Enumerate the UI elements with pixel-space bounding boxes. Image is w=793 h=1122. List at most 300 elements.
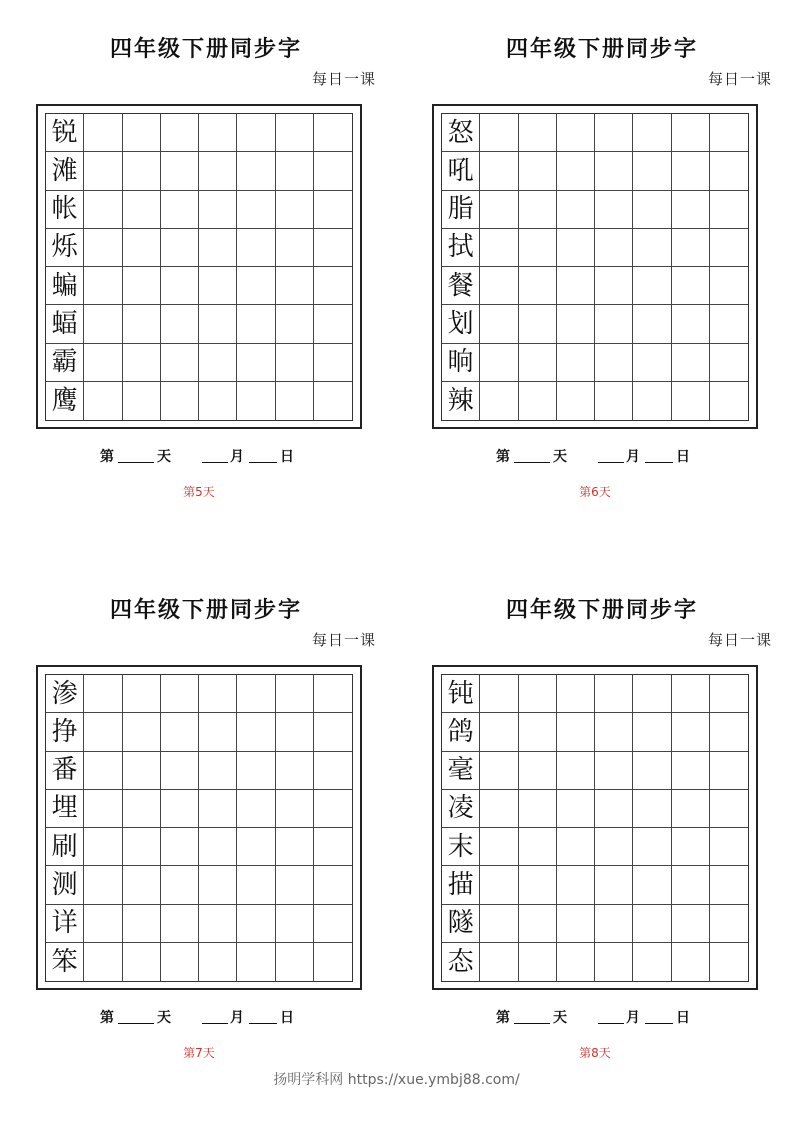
- practice-cell[interactable]: [199, 152, 237, 190]
- practice-cell[interactable]: [633, 382, 671, 420]
- practice-cell[interactable]: [199, 943, 237, 981]
- model-character: 烁: [51, 232, 78, 263]
- practice-cell[interactable]: [237, 305, 275, 343]
- practice-cell[interactable]: [672, 675, 710, 713]
- model-character: 挣: [51, 716, 78, 747]
- practice-cell[interactable]: [237, 752, 275, 790]
- practice-cell[interactable]: [237, 344, 275, 382]
- date-label-ri: 日: [676, 449, 690, 465]
- model-character: 描: [447, 869, 474, 900]
- practice-cell[interactable]: [237, 382, 275, 420]
- practice-cell[interactable]: [672, 943, 710, 981]
- practice-grid-frame: [432, 665, 758, 990]
- practice-cell[interactable]: [672, 152, 710, 190]
- practice-cell[interactable]: [557, 752, 595, 790]
- practice-cell[interactable]: [123, 152, 161, 190]
- practice-cell[interactable]: [595, 114, 633, 152]
- practice-cell[interactable]: [672, 305, 710, 343]
- practice-cell[interactable]: [314, 267, 352, 305]
- practice-cell[interactable]: [276, 905, 314, 943]
- practice-cell[interactable]: [237, 152, 275, 190]
- practice-cell[interactable]: [123, 675, 161, 713]
- practice-cell[interactable]: [595, 713, 633, 751]
- date-label-tian: 天: [553, 449, 567, 465]
- practice-cell[interactable]: [314, 752, 352, 790]
- practice-grid: [45, 113, 353, 421]
- practice-cell[interactable]: [633, 675, 671, 713]
- practice-cell[interactable]: [519, 866, 557, 904]
- practice-cell[interactable]: [672, 828, 710, 866]
- practice-cell[interactable]: [710, 191, 748, 229]
- practice-cell[interactable]: [710, 905, 748, 943]
- practice-cell[interactable]: [557, 790, 595, 828]
- model-character: 划: [447, 308, 474, 339]
- practice-cell[interactable]: [595, 305, 633, 343]
- practice-cell[interactable]: [161, 305, 199, 343]
- practice-cell[interactable]: [710, 114, 748, 152]
- practice-cell[interactable]: [314, 229, 352, 267]
- month-blank[interactable]: [202, 448, 228, 463]
- practice-cell[interactable]: [519, 790, 557, 828]
- practice-cell[interactable]: [84, 229, 122, 267]
- practice-cell[interactable]: [237, 790, 275, 828]
- model-character: 锐: [51, 117, 78, 148]
- day-number-blank[interactable]: [514, 1009, 550, 1024]
- panel-2: [432, 36, 772, 506]
- practice-cell[interactable]: [84, 305, 122, 343]
- model-character: 刷: [51, 831, 78, 862]
- practice-cell[interactable]: [199, 344, 237, 382]
- practice-cell[interactable]: [161, 790, 199, 828]
- date-line: [36, 448, 362, 468]
- practice-cell[interactable]: [161, 675, 199, 713]
- practice-cell[interactable]: [84, 344, 122, 382]
- practice-cell[interactable]: [84, 752, 122, 790]
- practice-cell[interactable]: [276, 267, 314, 305]
- practice-cell[interactable]: [84, 382, 122, 420]
- practice-cell[interactable]: [595, 267, 633, 305]
- practice-cell[interactable]: [633, 790, 671, 828]
- practice-cell[interactable]: [557, 114, 595, 152]
- practice-cell[interactable]: [199, 828, 237, 866]
- date-label-yue: 月: [626, 1010, 640, 1026]
- practice-cell[interactable]: [672, 191, 710, 229]
- practice-cell[interactable]: [314, 943, 352, 981]
- practice-cell[interactable]: [123, 866, 161, 904]
- practice-cell[interactable]: [123, 382, 161, 420]
- day-number-label: 第6天: [579, 485, 611, 499]
- practice-cell[interactable]: [519, 905, 557, 943]
- practice-cell[interactable]: [480, 675, 518, 713]
- model-character: 滩: [51, 155, 78, 186]
- practice-cell[interactable]: [557, 866, 595, 904]
- practice-grid-frame: [36, 665, 362, 990]
- practice-cell[interactable]: [276, 828, 314, 866]
- date-label-ri: 日: [280, 1010, 294, 1026]
- practice-cell[interactable]: [161, 382, 199, 420]
- practice-cell[interactable]: [276, 382, 314, 420]
- practice-cell[interactable]: [633, 828, 671, 866]
- month-blank[interactable]: [202, 1009, 228, 1024]
- practice-cell[interactable]: [480, 382, 518, 420]
- practice-cell[interactable]: [161, 866, 199, 904]
- practice-cell[interactable]: [84, 191, 122, 229]
- practice-cell[interactable]: [84, 114, 122, 152]
- model-character-cell: [46, 828, 84, 866]
- practice-cell[interactable]: [480, 191, 518, 229]
- model-character-cell: [46, 267, 84, 305]
- practice-cell[interactable]: [480, 752, 518, 790]
- practice-cell[interactable]: [595, 382, 633, 420]
- practice-cell[interactable]: [519, 191, 557, 229]
- practice-cell[interactable]: [237, 828, 275, 866]
- model-character: 拭: [447, 232, 474, 263]
- practice-cell[interactable]: [237, 267, 275, 305]
- model-character-cell: [46, 305, 84, 343]
- model-character: 辣: [447, 385, 474, 416]
- practice-cell[interactable]: [161, 152, 199, 190]
- practice-cell[interactable]: [237, 866, 275, 904]
- practice-cell[interactable]: [123, 790, 161, 828]
- model-character: 凌: [447, 793, 474, 824]
- practice-cell[interactable]: [595, 790, 633, 828]
- practice-cell[interactable]: [199, 114, 237, 152]
- date-label-tian: 天: [157, 1010, 171, 1026]
- practice-cell[interactable]: [519, 267, 557, 305]
- practice-cell[interactable]: [276, 114, 314, 152]
- practice-cell[interactable]: [314, 905, 352, 943]
- practice-cell[interactable]: [633, 943, 671, 981]
- practice-cell[interactable]: [595, 866, 633, 904]
- practice-cell[interactable]: [161, 943, 199, 981]
- month-blank[interactable]: [598, 448, 624, 463]
- practice-cell[interactable]: [123, 943, 161, 981]
- practice-cell[interactable]: [672, 752, 710, 790]
- practice-cell[interactable]: [710, 866, 748, 904]
- practice-cell[interactable]: [276, 752, 314, 790]
- practice-cell[interactable]: [672, 713, 710, 751]
- model-character-cell: [46, 866, 84, 904]
- practice-cell[interactable]: [710, 344, 748, 382]
- practice-cell[interactable]: [84, 152, 122, 190]
- day-number-label: 第5天: [183, 485, 215, 499]
- practice-cell[interactable]: [595, 229, 633, 267]
- model-character-cell: [442, 229, 480, 267]
- practice-cell[interactable]: [237, 229, 275, 267]
- date-blank[interactable]: [645, 1009, 673, 1024]
- practice-cell[interactable]: [237, 675, 275, 713]
- practice-cell[interactable]: [633, 191, 671, 229]
- practice-cell[interactable]: [633, 114, 671, 152]
- practice-cell[interactable]: [633, 713, 671, 751]
- practice-cell[interactable]: [314, 828, 352, 866]
- practice-cell[interactable]: [557, 191, 595, 229]
- practice-cell[interactable]: [633, 267, 671, 305]
- model-character-cell: [442, 267, 480, 305]
- practice-cell[interactable]: [161, 114, 199, 152]
- day-number-label: 第8天: [579, 1046, 611, 1060]
- practice-grid: [441, 113, 749, 421]
- practice-cell[interactable]: [672, 229, 710, 267]
- practice-cell[interactable]: [595, 152, 633, 190]
- practice-cell[interactable]: [480, 114, 518, 152]
- date-label-ri: 日: [676, 1010, 690, 1026]
- practice-cell[interactable]: [710, 229, 748, 267]
- model-character: 测: [51, 869, 78, 900]
- practice-cell[interactable]: [557, 905, 595, 943]
- practice-cell[interactable]: [314, 713, 352, 751]
- practice-cell[interactable]: [314, 675, 352, 713]
- practice-cell[interactable]: [633, 305, 671, 343]
- practice-cell[interactable]: [633, 866, 671, 904]
- practice-cell[interactable]: [557, 305, 595, 343]
- practice-cell[interactable]: [161, 344, 199, 382]
- practice-cell[interactable]: [123, 114, 161, 152]
- practice-cell[interactable]: [199, 752, 237, 790]
- practice-cell[interactable]: [161, 713, 199, 751]
- worksheet-subtitle: 每日一课: [707, 631, 772, 649]
- practice-cell[interactable]: [161, 752, 199, 790]
- practice-cell[interactable]: [161, 229, 199, 267]
- model-character-cell: [46, 114, 84, 152]
- practice-cell[interactable]: [557, 267, 595, 305]
- practice-cell[interactable]: [710, 675, 748, 713]
- practice-cell[interactable]: [519, 152, 557, 190]
- day-number-label: 第7天: [183, 1046, 215, 1060]
- date-label-tian: 天: [553, 1010, 567, 1026]
- practice-cell[interactable]: [672, 344, 710, 382]
- practice-cell[interactable]: [84, 675, 122, 713]
- model-character-cell: [442, 828, 480, 866]
- day-number-blank[interactable]: [118, 448, 154, 463]
- practice-cell[interactable]: [84, 267, 122, 305]
- practice-cell[interactable]: [633, 152, 671, 190]
- model-character-cell: [442, 752, 480, 790]
- date-line: [432, 1009, 758, 1029]
- model-character-cell: [442, 152, 480, 190]
- date-label-di: 第: [100, 449, 114, 465]
- worksheet-title: 四年级下册同步字: [505, 597, 698, 623]
- practice-cell[interactable]: [710, 752, 748, 790]
- practice-cell[interactable]: [480, 943, 518, 981]
- practice-cell[interactable]: [557, 828, 595, 866]
- practice-cell[interactable]: [199, 305, 237, 343]
- practice-cell[interactable]: [710, 267, 748, 305]
- practice-cell[interactable]: [199, 713, 237, 751]
- practice-cell[interactable]: [84, 866, 122, 904]
- practice-cell[interactable]: [314, 114, 352, 152]
- practice-cell[interactable]: [480, 866, 518, 904]
- practice-grid-frame: [36, 104, 362, 429]
- practice-cell[interactable]: [519, 305, 557, 343]
- practice-cell[interactable]: [710, 828, 748, 866]
- practice-cell[interactable]: [161, 905, 199, 943]
- practice-cell[interactable]: [237, 943, 275, 981]
- practice-cell[interactable]: [314, 305, 352, 343]
- model-character: 毫: [447, 755, 474, 786]
- practice-cell[interactable]: [519, 114, 557, 152]
- practice-cell[interactable]: [672, 905, 710, 943]
- month-blank[interactable]: [598, 1009, 624, 1024]
- practice-cell[interactable]: [557, 229, 595, 267]
- practice-cell[interactable]: [480, 828, 518, 866]
- model-character: 怒: [447, 117, 474, 148]
- model-character: 详: [51, 908, 78, 939]
- practice-cell[interactable]: [276, 675, 314, 713]
- practice-cell[interactable]: [199, 191, 237, 229]
- practice-cell[interactable]: [480, 305, 518, 343]
- practice-cell[interactable]: [710, 152, 748, 190]
- practice-cell[interactable]: [123, 191, 161, 229]
- practice-cell[interactable]: [633, 752, 671, 790]
- practice-cell[interactable]: [519, 382, 557, 420]
- practice-cell[interactable]: [595, 191, 633, 229]
- practice-cell[interactable]: [161, 267, 199, 305]
- practice-cell[interactable]: [519, 675, 557, 713]
- practice-cell[interactable]: [480, 229, 518, 267]
- practice-cell[interactable]: [672, 866, 710, 904]
- practice-cell[interactable]: [633, 229, 671, 267]
- practice-cell[interactable]: [276, 790, 314, 828]
- practice-cell[interactable]: [84, 905, 122, 943]
- model-character-cell: [442, 114, 480, 152]
- practice-cell[interactable]: [710, 382, 748, 420]
- practice-cell[interactable]: [595, 905, 633, 943]
- practice-cell[interactable]: [633, 344, 671, 382]
- practice-cell[interactable]: [710, 713, 748, 751]
- day-number-blank[interactable]: [514, 448, 550, 463]
- model-character: 埋: [51, 793, 78, 824]
- practice-cell[interactable]: [480, 713, 518, 751]
- practice-cell[interactable]: [123, 229, 161, 267]
- practice-cell[interactable]: [199, 675, 237, 713]
- practice-cell[interactable]: [84, 713, 122, 751]
- practice-cell[interactable]: [557, 344, 595, 382]
- practice-cell[interactable]: [314, 382, 352, 420]
- practice-cell[interactable]: [276, 229, 314, 267]
- panel-3: [36, 597, 376, 1067]
- practice-cell[interactable]: [672, 267, 710, 305]
- worksheet-title: 四年级下册同步字: [109, 36, 302, 62]
- practice-cell[interactable]: [123, 905, 161, 943]
- practice-cell[interactable]: [519, 828, 557, 866]
- practice-cell[interactable]: [480, 344, 518, 382]
- model-character-cell: [442, 713, 480, 751]
- model-character: 蝙: [51, 270, 78, 301]
- practice-cell[interactable]: [276, 943, 314, 981]
- practice-cell[interactable]: [199, 866, 237, 904]
- model-character: 末: [447, 831, 474, 862]
- practice-cell[interactable]: [519, 943, 557, 981]
- practice-cell[interactable]: [276, 866, 314, 904]
- model-character-cell: [46, 229, 84, 267]
- practice-cell[interactable]: [557, 382, 595, 420]
- date-blank[interactable]: [645, 448, 673, 463]
- practice-cell[interactable]: [276, 305, 314, 343]
- practice-cell[interactable]: [276, 191, 314, 229]
- practice-cell[interactable]: [199, 229, 237, 267]
- panel-4: [432, 597, 772, 1067]
- practice-cell[interactable]: [480, 790, 518, 828]
- practice-cell[interactable]: [672, 790, 710, 828]
- practice-cell[interactable]: [199, 790, 237, 828]
- practice-cell[interactable]: [633, 905, 671, 943]
- model-character-cell: [46, 790, 84, 828]
- practice-cell[interactable]: [276, 713, 314, 751]
- practice-cell[interactable]: [237, 905, 275, 943]
- practice-cell[interactable]: [161, 191, 199, 229]
- practice-cell[interactable]: [710, 943, 748, 981]
- practice-cell[interactable]: [314, 790, 352, 828]
- practice-cell[interactable]: [519, 752, 557, 790]
- practice-cell[interactable]: [519, 229, 557, 267]
- practice-cell[interactable]: [672, 382, 710, 420]
- practice-cell[interactable]: [710, 305, 748, 343]
- practice-cell[interactable]: [557, 713, 595, 751]
- model-character: 霸: [51, 347, 78, 378]
- practice-cell[interactable]: [595, 943, 633, 981]
- practice-cell[interactable]: [237, 191, 275, 229]
- practice-cell[interactable]: [84, 943, 122, 981]
- model-character-cell: [46, 675, 84, 713]
- practice-cell[interactable]: [123, 344, 161, 382]
- practice-cell[interactable]: [595, 675, 633, 713]
- model-character: 吼: [447, 155, 474, 186]
- practice-cell[interactable]: [557, 152, 595, 190]
- practice-cell[interactable]: [199, 905, 237, 943]
- practice-cell[interactable]: [123, 267, 161, 305]
- practice-cell[interactable]: [557, 675, 595, 713]
- practice-cell[interactable]: [276, 344, 314, 382]
- practice-cell[interactable]: [595, 752, 633, 790]
- practice-cell[interactable]: [595, 344, 633, 382]
- practice-cell[interactable]: [84, 828, 122, 866]
- model-character: 钝: [447, 678, 474, 709]
- practice-cell[interactable]: [237, 713, 275, 751]
- practice-cell[interactable]: [595, 828, 633, 866]
- practice-cell[interactable]: [84, 790, 122, 828]
- practice-cell[interactable]: [314, 191, 352, 229]
- practice-cell[interactable]: [519, 713, 557, 751]
- practice-cell[interactable]: [123, 828, 161, 866]
- practice-cell[interactable]: [199, 267, 237, 305]
- practice-cell[interactable]: [314, 152, 352, 190]
- practice-cell[interactable]: [276, 152, 314, 190]
- day-number-blank[interactable]: [118, 1009, 154, 1024]
- model-character-cell: [46, 152, 84, 190]
- practice-cell[interactable]: [557, 943, 595, 981]
- practice-cell[interactable]: [480, 905, 518, 943]
- practice-cell[interactable]: [161, 828, 199, 866]
- practice-cell[interactable]: [123, 752, 161, 790]
- date-blank[interactable]: [249, 1009, 277, 1024]
- practice-cell[interactable]: [519, 344, 557, 382]
- date-blank[interactable]: [249, 448, 277, 463]
- practice-cell[interactable]: [314, 866, 352, 904]
- model-character: 晌: [447, 347, 474, 378]
- practice-cell[interactable]: [237, 114, 275, 152]
- date-label-tian: 天: [157, 449, 171, 465]
- practice-cell[interactable]: [123, 305, 161, 343]
- practice-cell[interactable]: [480, 152, 518, 190]
- practice-cell[interactable]: [123, 713, 161, 751]
- practice-cell[interactable]: [199, 382, 237, 420]
- practice-cell[interactable]: [314, 344, 352, 382]
- model-character: 鹰: [51, 385, 78, 416]
- practice-cell[interactable]: [480, 267, 518, 305]
- practice-cell[interactable]: [672, 114, 710, 152]
- practice-cell[interactable]: [710, 790, 748, 828]
